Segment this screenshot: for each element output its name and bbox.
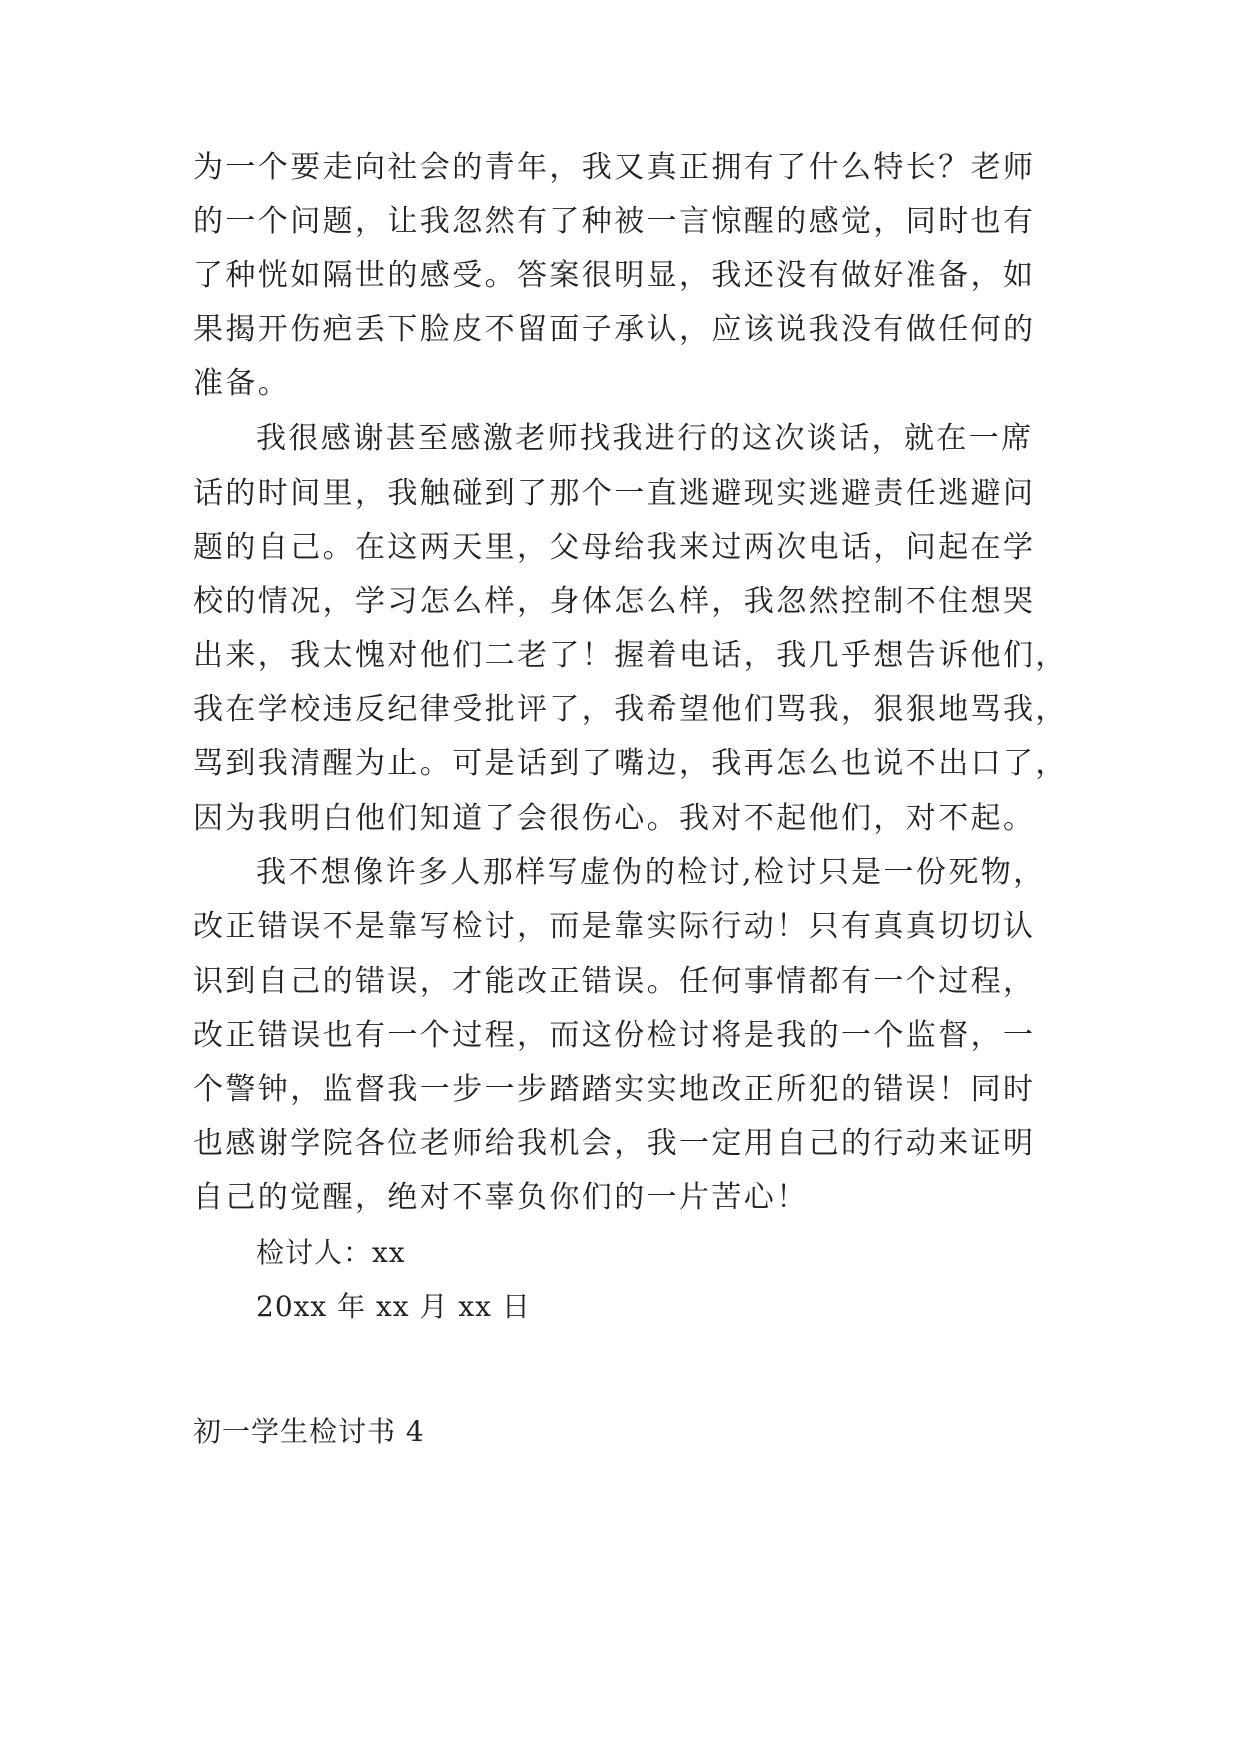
- paragraph-1-line-2: 的一个问题，让我忽然有了种被一言惊醒的感觉，同时也有: [193, 204, 1036, 239]
- paragraph-2-line-8: 因为我明白他们知道了会很伤心。我对不起他们，对不起。: [193, 801, 1036, 836]
- paragraph-3-line-3: 识到自己的错误，才能改正错误。任何事情都有一个过程，: [193, 964, 1036, 999]
- paragraph-3-line-4: 改正错误也有一个过程，而这份检讨将是我的一个监督，一: [193, 1018, 1036, 1053]
- paragraph-2-line-6: 我在学校违反纪律受批评了，我希望他们骂我，狠狠地骂我，: [193, 692, 1068, 727]
- paragraph-3-line-7: 自己的觉醒，绝对不辜负你们的一片苦心！: [193, 1180, 809, 1215]
- paragraph-1-line-3: 了种恍如隔世的感受。答案很明显，我还没有做好准备，如: [193, 258, 1036, 293]
- signature-name: 检讨人：xx: [256, 1236, 406, 1269]
- paragraph-3-line-6: 也感谢学院各位老师给我机会，我一定用自己的行动来证明: [193, 1126, 1036, 1161]
- paragraph-2-line-1: 我很感谢甚至感激老师找我进行的这次谈话，就在一席: [256, 421, 1034, 456]
- section-heading: 初一学生检讨书 4: [193, 1415, 425, 1448]
- paragraph-1-line-1: 为一个要走向社会的青年，我又真正拥有了什么特长？老师: [193, 150, 1036, 185]
- paragraph-3-line-2: 改正错误不是靠写检讨，而是靠实际行动！只有真真切切认: [193, 909, 1036, 944]
- paragraph-2-line-3: 题的自己。在这两天里，父母给我来过两次电话，问起在学: [193, 530, 1036, 565]
- signature-date: 20xx 年 xx 月 xx 日: [256, 1290, 531, 1323]
- paragraph-3-line-5: 个警钟，监督我一步一步踏踏实实地改正所犯的错误！同时: [193, 1072, 1036, 1107]
- paragraph-2-line-5: 出来，我太愧对他们二老了！握着电话，我几乎想告诉他们，: [193, 638, 1068, 673]
- paragraph-1-line-5: 准备。: [193, 366, 291, 401]
- paragraph-2-line-7: 骂到我清醒为止。可是话到了嘴边，我再怎么也说不出口了，: [193, 746, 1068, 781]
- paragraph-1-line-4: 果揭开伤疤丢下脸皮不留面子承认，应该说我没有做任何的: [193, 312, 1036, 347]
- paragraph-3-line-1: 我不想像许多人那样写虚伪的检讨,检讨只是一份死物，: [256, 855, 1046, 890]
- paragraph-2-line-4: 校的情况，学习怎么样，身体怎么样，我忽然控制不住想哭: [193, 584, 1036, 619]
- paragraph-2-line-2: 话的时间里，我触碰到了那个一直逃避现实逃避责任逃避问: [193, 476, 1036, 511]
